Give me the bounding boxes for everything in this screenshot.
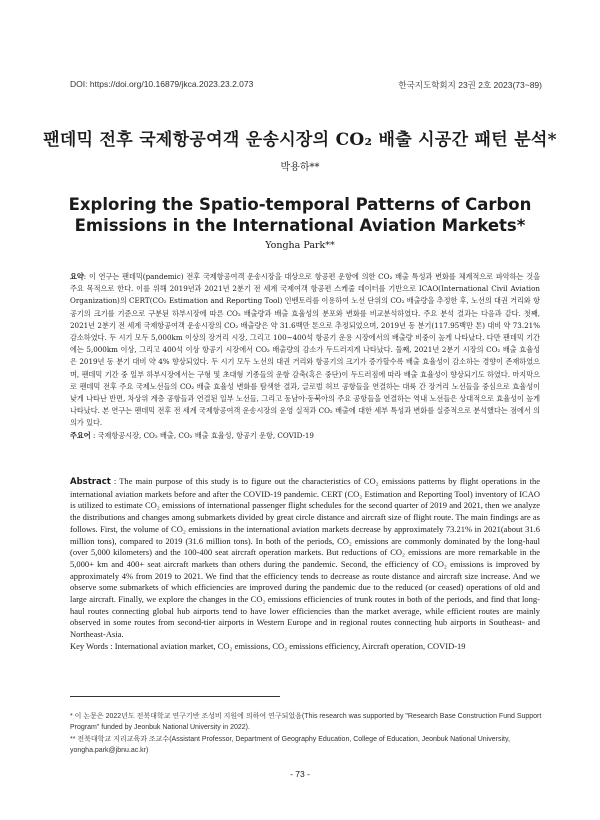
author-korean: 박용하** [280, 162, 320, 173]
label-colon: : [110, 476, 120, 486]
footnotes [70, 711, 542, 757]
author-english: Yongha Park** [265, 240, 335, 251]
abstract-english [70, 476, 540, 653]
doi-text: DOI: https://doi.org/10.16879/jkca.2023.23.2.073 [70, 79, 254, 89]
label-colon: : [108, 640, 115, 651]
label-colon: : [83, 272, 89, 281]
footnote-affiliation: ** 전북대학교 지리교육과 조교수(Assistant Professor, Department of Geography Education, College of Education, Jeonbuk National University, yongha.park@jbnu.ac.kr) [70, 736, 510, 754]
keywords-korean-text: 국제항공시장, CO₂ 배출, CO₂ 배출 효율성, 항공기 운항, COVID-19 [97, 430, 314, 440]
abstract-english-text: The main purpose of this study is to figure out the characteristics of CO₂ emissions patterns by flight operations in the international aviation markets before and after the COVID-19 pandemic. CERT (CO₂ Estimation and Reporting Tool) inventory of ICAO is utilized to estimate CO₂ emissions of international passenger flight schedules for the second quarter of 2019 and 2021, then we analyze the distributions and changes among submarkets divided by great circle distance and aircraft size of flight route. The main findings are as follows. First, the volume of CO₂ emissions in the international aviation markets decrease by approximately 73.21% in 2021(about 31.6 million tons), compared to 2019 (31.6 million tons). In both of the periods, CO₂ emissions are commonly dominated by the long-haul (over 5,000 kilometers) and the 100-400 seat aircraft operation markets. But reductions of CO₂ emissions are more remarkable in the 5,000+ km and 400+ seat aircraft markets than others during the pandemic. Second, the efficiency of CO₂ emissions is improved by approximately 4% from 2019 to 2021. We find that the efficiency tends to decrease as route distance and aircraft size increase. And we observe some submarkets of which efficiencies are improved during the pandemic due to the reduced (or ceased) operations of old and large aircraft. Finally, we explore the changes in the CO₂ emissions efficiencies of trunk routes in both of the periods, and find that long-haul routes connecting global hub airports tend to have lower efficiencies than the market average, while efficient routes are mainly observed in some routes from second-tier airports in Western Europe and in regional routes connecting hub airports in Southeast- and Northeast-Asia. [70, 476, 540, 640]
abstract-korean-label: 요약 [70, 272, 84, 281]
footnote-funding: * 이 논문은 2022년도 전북대학교 연구기반 조성비 지원에 의하여 연구되었음(This research was supported by "Research Base Construction Fund Support Program" funded by Jeonbuk National University in 2022). [70, 713, 542, 731]
title-korean: 팬데믹 전후 국제항공여객 운송시장의 CO₂ 배출 시공간 패턴 분석* [43, 130, 557, 150]
footnote-divider [70, 696, 280, 697]
page-header [70, 79, 542, 91]
abstract-korean [70, 271, 540, 442]
journal-citation: 한국지도학회지 23권 2호 2023(73~89) [398, 80, 542, 90]
label-colon: : [90, 430, 98, 440]
abstract-english-label: Abstract [70, 477, 111, 487]
title-english: Exploring the Spatio-temporal Patterns of Carbon Emissions in the International Aviation Markets* [68, 195, 532, 235]
page-number: - 73 - [290, 769, 310, 779]
keywords-korean-label: 주요어 [70, 430, 91, 440]
keywords-english-label: Key Words [70, 640, 109, 651]
abstract-korean-text: 이 연구는 팬데믹(pandemic) 전후 국제항공여객 운송시장을 대상으로 항공편 운항에 의한 CO₂ 배출 특성과 변화를 체계적으로 파악하는 것을 주요 목적으로 한다. 이를 위해 2019년과 2021년 2분기 전 세계 국제여객 항공편 스케줄 데이터를 기반으로 ICAO(International Civil Aviation Organization)의 CERT(CO₂ Estimation and Reporting Tool) 인벤토리를 이용하여 노선 단위의 CO₂ 배출량을 추정한 후, 노선의 대권 거리와 항공기의 크기를 기준으로 구분된 하부시장에 따른 CO₂ 배출량과 배출 효율성의 분포와 변화를 비교분석하였다. 주요 분석 결과는 다음과 같다. 첫째, 2021년 2분기 전 세계 국제항공여객 운송시장의 CO₂ 배출량은 약 31.6백만 톤으로 추정되었으며, 2019년 동 분기(117.95백만 톤) 대비 약 73.21% 감소하였다. 두 시기 모두 5,000km 이상의 장거리 시장, 그리고 100~400석 항공기 운용 시장에서의 배출량 비중이 높게 나타났다. 다만 팬데믹 기간에는 5,000km 이상, 그리고 400석 이상 항공기 시장에서 CO₂ 배출량의 감소가 두드러지게 나타났다. 둘째, 2021년 2분기 시장의 CO₂ 배출 효율성은 2019년 동 분기 대비 약 4% 향상되었다. 두 시기 모두 노선의 대권 거리와 항공기의 크기가 증가할수록 배출 효율성이 감소하는 경향이 존재하였으며, 팬데믹 기간 중 일부 하부시장에서는 구형 및 초대형 기종들의 운항 감축(혹은 중단)이 두드러짐에 따라 배출 효율성이 향상되기도 하였다. 마지막으로 팬데믹 전후 주요 국제노선들의 CO₂ 배출 효율성 변화를 탐색한 결과, 글로벌 허브 공항들을 연결하는 대륙 간 장거리 노선들을 중심으로 효율성이 낮게 나타난 반면, 차상위 계층 공항들과 연결된 일부 노선들, 그리고 동남아·동북아의 주요 공항들을 연결하는 역내 노선들은 상대적으로 효율성이 높게 나타났다. 본 연구는 팬데믹 전후 전 세계 국제항공여객 운송시장의 운영 실적과 CO₂ 배출에 대한 세부 특성과 변화를 실증적으로 분석했다는 점에서 의의가 있다. [70, 272, 540, 428]
keywords-english-text: International aviation market, CO₂ emissions, CO₂ emissions efficiency, Aircraft operation, COVID-19 [114, 640, 466, 651]
